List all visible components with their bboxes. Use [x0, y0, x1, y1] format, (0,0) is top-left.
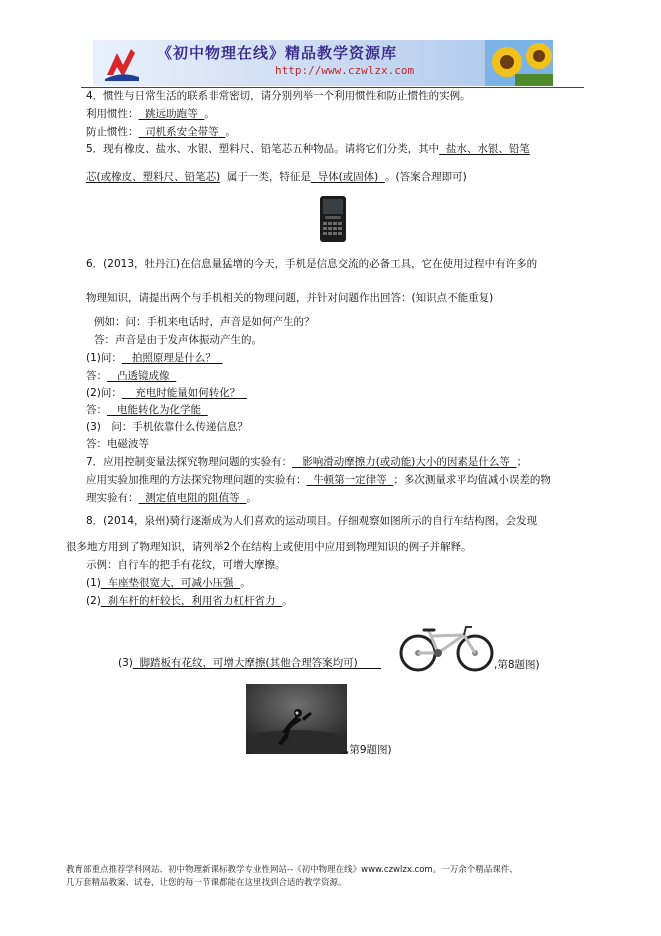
header-rule	[81, 87, 584, 88]
q8-example: 示例：自行车的把手有花纹，可增大摩擦。	[86, 559, 286, 571]
q6-a2: 答： 电能转化为化学能	[86, 404, 202, 416]
q4-prevent-label: 防止惯性：	[86, 126, 139, 138]
q8-answer-3: (3) 脚踏板有花纹，可增大摩擦(其他合理答案均可)	[118, 657, 358, 669]
q4-stem: 4．惯性与日常生活的联系非常密切，请分别列举一个利用惯性和防止惯性的实例。	[86, 90, 471, 102]
q5-answer-1: 盐水、水银、铅笔	[445, 143, 530, 155]
banner-url[interactable]: http://www.czwlzx.com	[275, 64, 415, 77]
q6-line1: 6．(2013，牡丹江)在信息量猛增的今天，手机是信息交流的必备工具，它在使用过程中有许多的	[86, 258, 538, 270]
q7-line1: 7．应用控制变量法探究物理问题的实验有： 影响滑动摩擦力(或动能)大小的因素是什么等 ；	[86, 456, 528, 468]
q5-line1: 5．现有橡皮、盐水、水银、塑料尺、铅笔芯五种物品。请将它们分类，其中 盐水、水银、铅笔	[86, 143, 530, 155]
q6-example-a: 答：声音是由于发声体振动产生的。	[94, 334, 262, 346]
q6-q2: (2)问： 充电时能量如何转化？	[86, 387, 241, 399]
q6-q1: (1)问： 拍照原理是什么？	[86, 352, 216, 364]
q6-a3: 答：电磁波等	[86, 438, 149, 450]
q5-answer-2: 芯(或橡皮、塑料尺、铅笔芯)	[86, 171, 221, 183]
q8-line2: 很多地方用到了物理知识，请列举2个在结构上或使用中应用到物理知识的例子并解释。	[66, 541, 472, 553]
header-banner	[93, 40, 553, 86]
logo-icon	[101, 43, 141, 83]
q4-prevent-answer: 司机系安全带等	[145, 126, 219, 138]
diver-image	[246, 684, 347, 754]
footer-line2: 几万套精品教案、试卷，让您的每一节课都能在这里找到合适的教学资源。	[66, 878, 347, 888]
q6-line2: 物理知识，请提出两个与手机相关的物理问题，并针对问题作出回答：(知识点不能重复)	[86, 292, 494, 304]
q6-a1: 答： 凸透镜成像	[86, 370, 170, 382]
q7-line2: 应用实验加推理的方法探究物理问题的实验有： 牛顿第一定律等 ；多次测量求平均值减小误差的物	[86, 474, 551, 486]
q4-use-answer: 跳远助跑等	[145, 108, 198, 120]
footer-line1: 教育部重点推荐学科网站、初中物理新课标教学专业性网站--《初中物理在线》www.czwlzx.com。一万余个精品课件、	[66, 865, 518, 875]
bicycle-image	[398, 622, 494, 672]
q7-line3: 理实验有： 测定值电阻的阻值等 。	[86, 492, 257, 504]
q4-use-line: 利用惯性： 跳远助跑等 。	[86, 108, 215, 120]
q8-answer-2: (2) 刹车杆的杆较长，利用省力杠杆省力 。	[86, 595, 293, 607]
q8-answer-1: (1) 车座垫很宽大，可减小压强 。	[86, 577, 251, 589]
q4-use-label: 利用惯性：	[86, 108, 139, 120]
banner-title: 《初中物理在线》精品教学资源库	[157, 44, 398, 62]
q5-answer-3: 导体(或固体)	[317, 171, 379, 183]
q6-q3: (3) 问：手机依靠什么传递信息？	[86, 421, 248, 433]
q5-line2: 芯(或橡皮、塑料尺、铅笔芯) 属于一类，特征是 导体(或固体) 。(答案合理即可)	[86, 171, 467, 183]
q4-prevent-line: 防止惯性： 司机系安全带等 。	[86, 126, 236, 138]
q8-line1: 8．(2014，泉州)骑行逐渐成为人们喜欢的运动项目。仔细观察如图所示的自行车结构图，会发现	[86, 515, 538, 527]
sunflower-icon	[485, 40, 553, 86]
mobile-phone-image	[320, 196, 346, 242]
q8-figure-caption: ,第8题图)	[494, 659, 540, 671]
q6-example-q: 例如：问：手机来电话时，声音是如何产生的？	[94, 316, 315, 328]
q9-figure-caption: ,第9题图)	[346, 744, 392, 756]
